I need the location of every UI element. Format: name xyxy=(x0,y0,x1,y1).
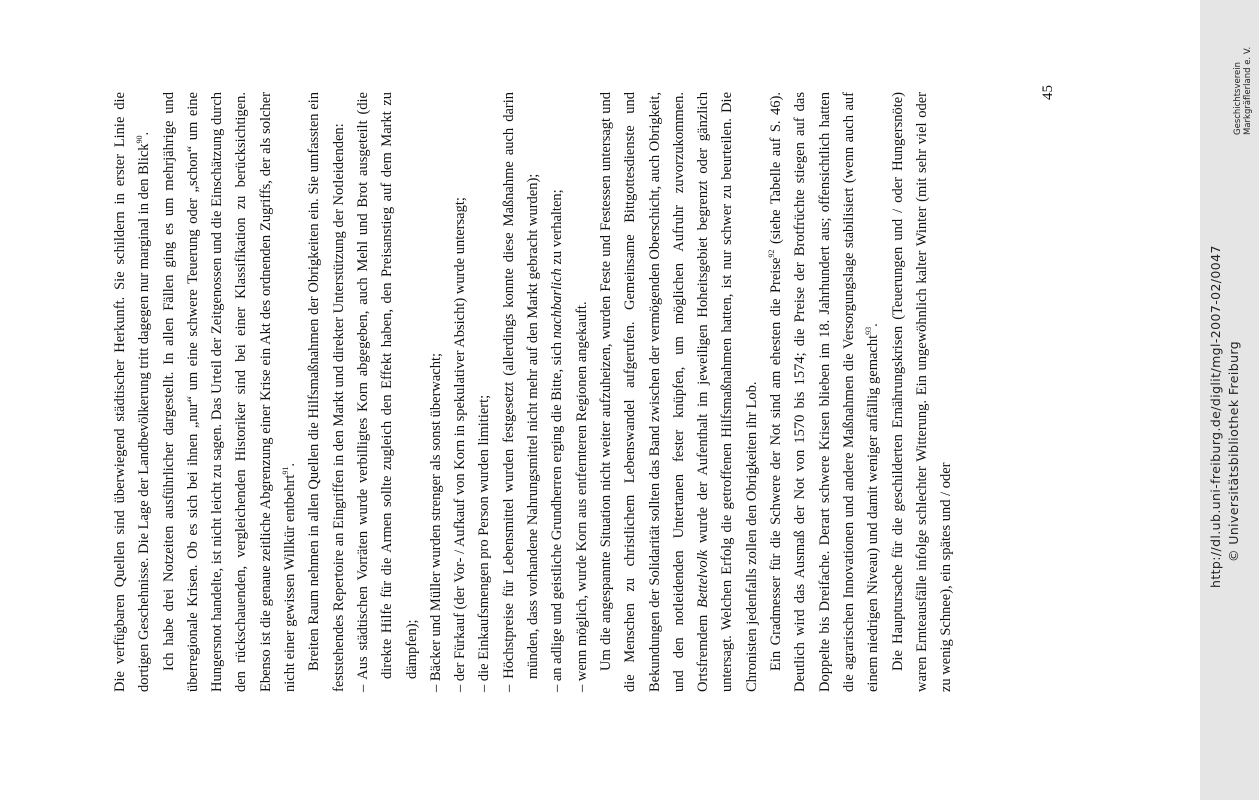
list-item: – der Fürkauf (der Vor- / Aufkauf von Korn in spekulativer Absicht) wurde untersagt; xyxy=(452,197,469,692)
society-name-line1: Geschichtsverein xyxy=(1233,61,1243,135)
list-item: – die Einkaufsmengen pro Person wurden limitiert; xyxy=(476,394,493,692)
list-item: – Bäcker und Müller wurden strenger als sonst überwacht; xyxy=(427,352,444,692)
page-text-block xyxy=(108,92,958,692)
sidebar-rotated-texts xyxy=(1200,0,1259,800)
copyright-notice: © Universitätsbibliothek Freiburg xyxy=(1226,340,1241,562)
list-item: – Höchstpreise für Lebensmittel wurden festgesetzt (allerdings konnte diese Maßnahme auch darin münden, dass vorhandene Nahrungsmittel nicht mehr auf den Markt gebracht wurden); xyxy=(500,92,542,692)
permalink-url[interactable]: http://dl.ub.uni-freiburg.de/diglit/mgl-2007-02/0047 xyxy=(1208,245,1223,588)
page-number: 45 xyxy=(1040,85,1056,100)
paragraph: Breiten Raum nehmen in allen Quellen die Hilfsmaßnahmen der Obrigkeiten ein. Sie umfassten ein feststehendes Repertoire an Eingriffen in den Markt und direkter Unterstützung der Notleidenden: xyxy=(306,92,347,692)
paragraph: Die Hauptursache für die geschilderten Ernährungskrisen (Teuerungen und / oder Hungersnöte) waren Ernteausfälle infolge schlechter Witterung. Ein ungewöhnlich kalter Winter (mit sehr viel oder zu wenig Schnee), ein spätes und / oder xyxy=(889,92,955,692)
paragraph: Ein Gradmesser für die Schwere der Not sind am ehesten die Preise$^{92}$ (siehe Tabelle auf S. 46). Deutlich wird das Ausmaß der Not von 1570 bis 1574; die Preise der Brotfrüchte stiegen auf das Doppelte bis Dreifache. Derart schwere Krisen blieben im 18. Jahrhundert aus; offensichtlich hatten die agrarischen Innovationen und andere Maßnahmen die Versorgungslage stabilisiert (wenn auch auf einem niedrigen Niveau) und damit weniger anfällig gemacht$^{93}$. xyxy=(767,92,882,692)
list-item: – Aus städtischen Vorräten wurde verbilligtes Korn abgegeben, auch Mehl und Brot ausgeteilt (die direkte Hilfe für die Armen sollte zugleich den Effekt haben, den Preisanstieg auf dem Markt zu dämpfen); xyxy=(354,92,420,692)
list-item: – an adlige und geistliche Grundherren erging die Bitte, sich nachbarlich zu verhalten; xyxy=(549,189,566,692)
paragraph: Die verfügbaren Quellen sind überwiegend städtischer Herkunft. Sie schildern in erster Linie die dortigen Geschehnisse. Die Lage der Landbevölkerung tritt dagegen nur marginal in den Blick$^{90}$. xyxy=(112,92,153,692)
society-name-line2: Markgräflerland e. V. xyxy=(1243,46,1253,135)
library-sidebar xyxy=(1200,0,1259,800)
list-item: – wenn möglich, wurde Korn aus entfernteren Regionen angekauft. xyxy=(573,301,590,692)
paragraph: Ich habe drei Notzeiten ausführlicher dargestellt. In allen Fällen ging es um mehrjährige und überregionale Krisen. Ob es sich bei ihnen „nur“ um eine schwere Teuerung oder „schon“ um eine Hungersnot handelte, ist nicht leicht zu sagen. Das Urteil der Zeitgenossen und die Einschätzung durch den rückschauenden, vergleichenden Historiker sind bei einer Klassifikation zu berücksichtigen. Ebenso ist die genaue zeitliche Abgrenzung einer Krise ein Akt des ordnenden Zugriffs, der als solcher nicht einer gewissen Willkür entbehrt$^{91}$. xyxy=(160,92,299,692)
paragraph: Um die angespannte Situation nicht weiter aufzuheizen, wurden Feste und Festessen untersagt und die Menschen zu christlichem Lebenswandel aufgerufen. Gemeinsame Bittgottesdienste und Bekundungen der Solidarität sollten das Band zwischen der vermögenden Oberschicht, auch Obrigkeit, und den notleidenden Untertanen fester knüpfen, um möglichen Aufruhr zuvorzukommen. Ortsfremdem Bettelvolk wurde der Aufenthalt im jeweiligen Hoheitsgebiet begrenzt oder gänzlich untersagt. Welchen Erfolg die getroffenen Hilfsmaßnahmen hatten, ist nur schwer zu beurteilen. Die Chronisten jedenfalls zollen den Obrigkeiten ihr Lob. xyxy=(597,92,760,692)
